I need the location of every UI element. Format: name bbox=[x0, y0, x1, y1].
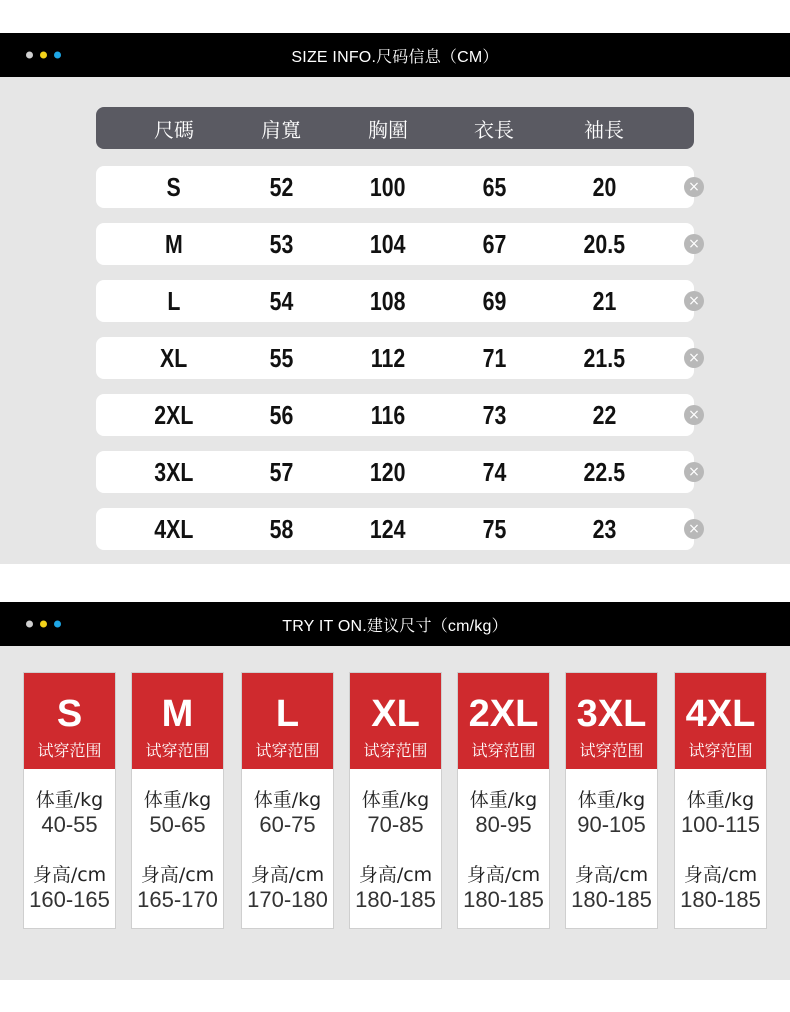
height-label: 身高/cm bbox=[466, 864, 541, 886]
size-card-size: L bbox=[275, 693, 300, 735]
cell-text: S bbox=[166, 171, 182, 202]
size-card-range-label: 试穿范围 bbox=[688, 741, 753, 760]
close-circle-icon: × bbox=[684, 519, 704, 539]
weight-label: 体重/kg bbox=[35, 789, 104, 811]
cell-text: 116 bbox=[370, 399, 406, 430]
height-label: 身高/cm bbox=[32, 864, 107, 886]
cell-text: 73 bbox=[482, 399, 506, 430]
cell-shoulder bbox=[226, 394, 336, 436]
cell-text: 108 bbox=[370, 285, 406, 316]
cell-text: 56 bbox=[269, 399, 293, 430]
height-value: 170-180 bbox=[247, 887, 328, 912]
dot-yellow bbox=[40, 52, 47, 59]
cell-text: 21.5 bbox=[583, 342, 625, 373]
cell-text: 112 bbox=[370, 342, 406, 373]
size-card-header bbox=[350, 673, 441, 769]
close-circle-icon: × bbox=[684, 234, 704, 254]
cell-text: 53 bbox=[269, 228, 293, 259]
cell-text: 52 bbox=[269, 171, 293, 202]
cell-shoulder bbox=[226, 508, 336, 550]
cell-text: 71 bbox=[482, 342, 506, 373]
size-card-size: 2XL bbox=[468, 693, 539, 735]
cell-text: 20 bbox=[592, 171, 616, 202]
cell-sleeve bbox=[549, 394, 659, 436]
cell-text: 54 bbox=[269, 285, 293, 316]
cell-size bbox=[119, 223, 229, 265]
dots-decoration bbox=[26, 621, 61, 628]
table-row bbox=[96, 280, 694, 322]
height-label: 身高/cm bbox=[250, 864, 325, 886]
weight-label: 体重/kg bbox=[253, 789, 322, 811]
cell-text: 65 bbox=[482, 171, 506, 202]
cell-text: L bbox=[167, 285, 181, 316]
height-value: 160-165 bbox=[29, 887, 110, 912]
cell-text: 3XL bbox=[154, 456, 194, 487]
cell-chest bbox=[333, 280, 443, 322]
size-card bbox=[241, 672, 334, 929]
dot-blue bbox=[54, 52, 61, 59]
cell-chest bbox=[333, 166, 443, 208]
cell-text: 21 bbox=[592, 285, 616, 316]
cell-sleeve bbox=[549, 223, 659, 265]
cell-length bbox=[439, 166, 549, 208]
column-header-chest: 胸圍 bbox=[368, 117, 408, 142]
cell-shoulder bbox=[226, 166, 336, 208]
cell-text: 124 bbox=[370, 513, 406, 544]
table-row bbox=[96, 394, 694, 436]
weight-value: 70-85 bbox=[367, 812, 424, 837]
size-card bbox=[565, 672, 658, 929]
cell-sleeve bbox=[549, 508, 659, 550]
table-row bbox=[96, 451, 694, 493]
weight-label: 体重/kg bbox=[469, 789, 538, 811]
height-value: 180-185 bbox=[355, 887, 436, 912]
size-info-bar bbox=[0, 33, 790, 77]
size-info-title: SIZE INFO.尺码信息（CM） bbox=[291, 48, 499, 66]
column-header-sleeve: 袖長 bbox=[584, 117, 624, 142]
cell-text: 57 bbox=[269, 456, 293, 487]
close-circle-icon: × bbox=[684, 348, 704, 368]
size-card-header bbox=[242, 673, 333, 769]
cell-length bbox=[439, 337, 549, 379]
table-row bbox=[96, 337, 694, 379]
size-card bbox=[23, 672, 116, 929]
cell-chest bbox=[333, 508, 443, 550]
size-card-header bbox=[566, 673, 657, 769]
close-circle-icon: × bbox=[684, 177, 704, 197]
dots-decoration bbox=[26, 52, 61, 59]
cell-text: 75 bbox=[482, 513, 506, 544]
cell-length bbox=[439, 223, 549, 265]
height-value: 180-185 bbox=[463, 887, 544, 912]
weight-label: 体重/kg bbox=[686, 789, 755, 811]
size-card-header bbox=[458, 673, 549, 769]
cell-text: 104 bbox=[370, 228, 406, 259]
cell-sleeve bbox=[549, 166, 659, 208]
cell-text: 100 bbox=[370, 171, 406, 202]
size-card-size: S bbox=[56, 693, 83, 735]
column-header-length: 衣長 bbox=[474, 117, 514, 142]
close-circle-icon: × bbox=[684, 462, 704, 482]
cell-chest bbox=[333, 394, 443, 436]
weight-value: 80-95 bbox=[475, 812, 532, 837]
size-card-range-label: 试穿范围 bbox=[145, 741, 210, 760]
size-card-range-label: 试穿范围 bbox=[37, 741, 102, 760]
close-circle-icon: × bbox=[684, 291, 704, 311]
cell-length bbox=[439, 280, 549, 322]
size-card-range-label: 试穿范围 bbox=[363, 741, 428, 760]
cell-size bbox=[119, 394, 229, 436]
dot-gray bbox=[26, 621, 33, 628]
cell-text: 22.5 bbox=[583, 456, 625, 487]
cell-shoulder bbox=[226, 280, 336, 322]
weight-value: 100-115 bbox=[680, 812, 761, 837]
height-value: 165-170 bbox=[137, 887, 218, 912]
cell-sleeve bbox=[549, 280, 659, 322]
size-card-header bbox=[132, 673, 223, 769]
size-card bbox=[131, 672, 224, 929]
height-value: 180-185 bbox=[680, 887, 761, 912]
size-card-range-label: 试穿范围 bbox=[255, 741, 320, 760]
try-it-on-title: TRY IT ON.建议尺寸（cm/kg） bbox=[282, 617, 508, 635]
cell-text: 23 bbox=[592, 513, 616, 544]
cell-size bbox=[119, 166, 229, 208]
cell-sleeve bbox=[549, 451, 659, 493]
dot-gray bbox=[26, 52, 33, 59]
table-row bbox=[96, 508, 694, 550]
try-it-on-bar bbox=[0, 602, 790, 646]
weight-value: 40-55 bbox=[41, 812, 98, 837]
size-card-range-label: 试穿范围 bbox=[579, 741, 644, 760]
cell-shoulder bbox=[226, 451, 336, 493]
size-card bbox=[349, 672, 442, 929]
cell-text: 58 bbox=[269, 513, 293, 544]
cell-text: 74 bbox=[482, 456, 506, 487]
cell-size bbox=[119, 280, 229, 322]
size-card-size: 4XL bbox=[685, 693, 756, 735]
dot-blue bbox=[54, 621, 61, 628]
cell-shoulder bbox=[226, 223, 336, 265]
size-card bbox=[674, 672, 767, 929]
column-header-size: 尺碼 bbox=[154, 117, 194, 142]
height-label: 身高/cm bbox=[683, 864, 758, 886]
size-card-size: 3XL bbox=[576, 693, 647, 735]
size-table-header bbox=[96, 107, 694, 149]
cell-text: 69 bbox=[482, 285, 506, 316]
size-card bbox=[457, 672, 550, 929]
cell-sleeve bbox=[549, 337, 659, 379]
close-circle-icon: × bbox=[684, 405, 704, 425]
cell-text: XL bbox=[160, 342, 188, 373]
cell-text: 20.5 bbox=[583, 228, 625, 259]
size-card-size: XL bbox=[371, 693, 420, 735]
cell-text: 2XL bbox=[154, 399, 194, 430]
cell-length bbox=[439, 451, 549, 493]
cell-size bbox=[119, 337, 229, 379]
table-row bbox=[96, 166, 694, 208]
weight-label: 体重/kg bbox=[577, 789, 646, 811]
cell-length bbox=[439, 394, 549, 436]
cell-shoulder bbox=[226, 337, 336, 379]
cell-text: 120 bbox=[370, 456, 406, 487]
cell-text: 55 bbox=[269, 342, 293, 373]
height-label: 身高/cm bbox=[574, 864, 649, 886]
weight-value: 50-65 bbox=[149, 812, 206, 837]
weight-label: 体重/kg bbox=[143, 789, 212, 811]
size-card-header bbox=[675, 673, 766, 769]
size-card-header bbox=[24, 673, 115, 769]
height-label: 身高/cm bbox=[140, 864, 215, 886]
cell-chest bbox=[333, 223, 443, 265]
cell-text: 22 bbox=[592, 399, 616, 430]
height-value: 180-185 bbox=[571, 887, 652, 912]
size-card-size: M bbox=[161, 693, 194, 735]
cell-size bbox=[119, 508, 229, 550]
weight-value: 60-75 bbox=[259, 812, 316, 837]
size-card-range-label: 试穿范围 bbox=[471, 741, 536, 760]
cell-text: 4XL bbox=[154, 513, 194, 544]
weight-value: 90-105 bbox=[577, 812, 646, 837]
height-label: 身高/cm bbox=[358, 864, 433, 886]
cell-chest bbox=[333, 451, 443, 493]
cell-chest bbox=[333, 337, 443, 379]
cell-size bbox=[119, 451, 229, 493]
column-header-shoulder: 肩寬 bbox=[261, 117, 301, 142]
dot-yellow bbox=[40, 621, 47, 628]
cell-text: M bbox=[165, 228, 183, 259]
weight-label: 体重/kg bbox=[361, 789, 430, 811]
cell-text: 67 bbox=[482, 228, 506, 259]
cell-length bbox=[439, 508, 549, 550]
table-row bbox=[96, 223, 694, 265]
